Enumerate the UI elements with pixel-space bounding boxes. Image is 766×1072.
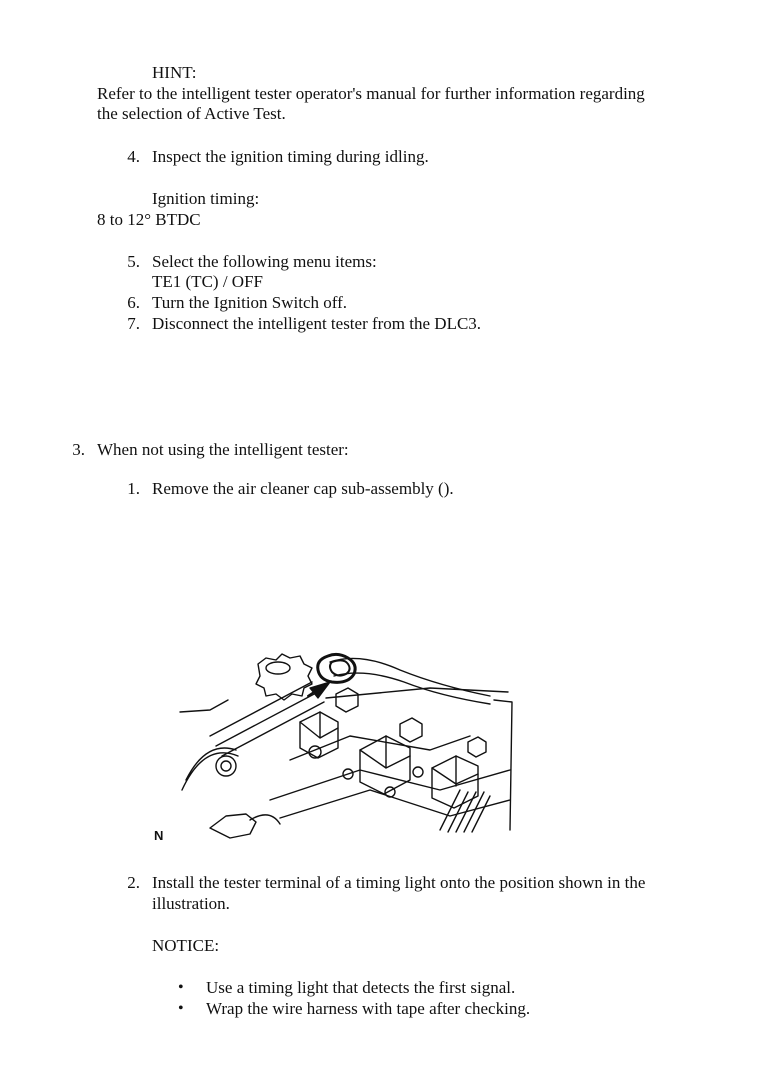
step-3-number: 3.	[72, 440, 85, 459]
substep-4-text: Inspect the ignition timing during idling.	[152, 147, 429, 166]
figure-corner-label: N	[154, 828, 164, 843]
substep-5-menu-path: TE1 (TC) / OFF	[152, 272, 263, 291]
substep-6-number: 6.	[127, 293, 140, 312]
substep-7-number: 7.	[127, 314, 140, 333]
step-3-sub-2-text-line-1: Install the tester terminal of a timing light onto the position shown in the	[152, 873, 646, 892]
ignition-timing-value: 8 to 12° BTDC	[97, 210, 201, 229]
substep-6-text: Turn the Ignition Switch off.	[152, 293, 348, 312]
notice-item-text: Wrap the wire harness with tape after checking.	[206, 999, 531, 1018]
engine-illustration	[150, 640, 520, 845]
step-3-sub-2-text-line-2: illustration.	[152, 894, 230, 913]
hint-heading: HINT:	[152, 63, 197, 82]
substep-7-text: Disconnect the intelligent tester from the DLC3.	[152, 314, 482, 333]
notice-item-text: Use a timing light that detects the first signal.	[206, 978, 516, 997]
substep-4-number: 4.	[127, 147, 140, 166]
notice-heading: NOTICE:	[152, 936, 220, 955]
bullet-icon: •	[178, 1000, 184, 1017]
ignition-timing-label: Ignition timing:	[152, 189, 260, 208]
hint-text-line-2: the selection of Active Test.	[97, 104, 286, 123]
substep-5-text: Select the following menu items:	[152, 252, 377, 271]
step-3-sub-2-number: 2.	[127, 873, 140, 892]
substep-5-number: 5.	[127, 252, 140, 271]
bullet-icon: •	[178, 979, 184, 996]
step-3-sub-1-number: 1.	[127, 479, 140, 498]
step-3-sub-1-text: Remove the air cleaner cap sub-assembly ().	[152, 479, 454, 498]
hint-text-line-1: Refer to the intelligent tester operator's manual for further information regarding	[97, 84, 645, 103]
step-3-text: When not using the intelligent tester:	[97, 440, 349, 459]
